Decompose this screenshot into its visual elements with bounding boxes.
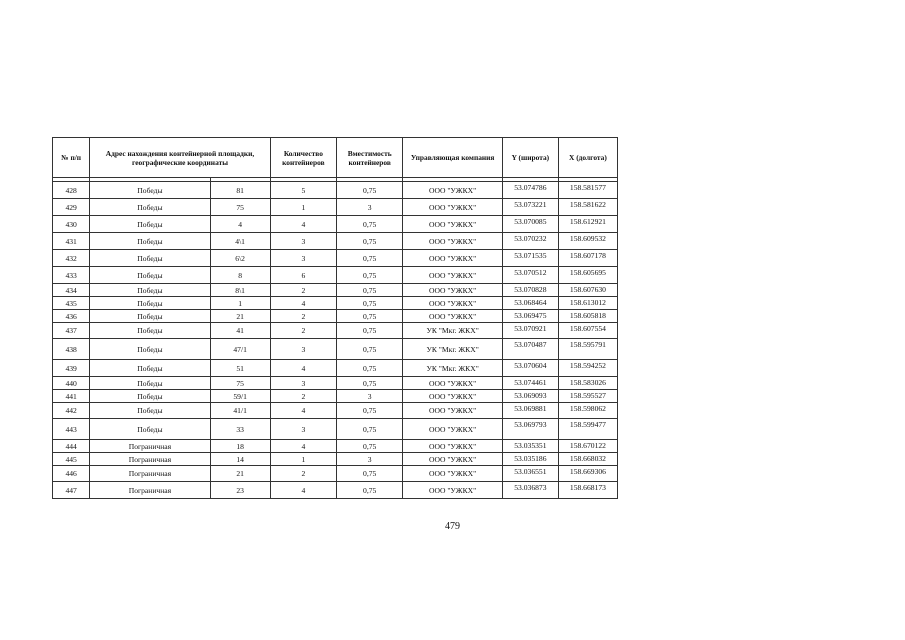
house-number-cell: 8\1: [210, 284, 270, 297]
container-count-cell: 5: [270, 182, 336, 199]
latitude-cell: 53.069475: [502, 310, 558, 323]
management-company-cell: ООО "УЖКХ": [403, 267, 503, 284]
page-number: 479: [445, 521, 460, 532]
house-number-cell: 51: [210, 360, 270, 377]
street-name-cell: Победы: [90, 216, 210, 233]
container-capacity-cell: 0,75: [337, 216, 403, 233]
table-header-row: [53, 138, 618, 178]
longitude-cell: 158.668032: [558, 453, 617, 466]
table-row: [53, 466, 618, 482]
house-number-cell: 33: [210, 419, 270, 440]
container-capacity-cell: 0,75: [337, 482, 403, 499]
latitude-cell: 53.070512: [502, 267, 558, 284]
table-row: [53, 323, 618, 339]
management-company-cell: ООО "УЖКХ": [403, 390, 503, 403]
container-capacity-cell: 0,75: [337, 297, 403, 310]
row-number-cell: 443: [53, 419, 90, 440]
house-number-cell: 6\2: [210, 250, 270, 267]
street-name-cell: Победы: [90, 360, 210, 377]
latitude-cell: 53.070487: [502, 339, 558, 360]
house-number-cell: 8: [210, 267, 270, 284]
latitude-cell: 53.035186: [502, 453, 558, 466]
longitude-cell: 158.612921: [558, 216, 617, 233]
management-company-cell: ООО "УЖКХ": [403, 482, 503, 499]
container-count-cell: 2: [270, 323, 336, 339]
street-name-cell: Победы: [90, 310, 210, 323]
container-capacity-cell: 0,75: [337, 440, 403, 453]
container-count-cell: 4: [270, 297, 336, 310]
house-number-cell: 21: [210, 466, 270, 482]
street-name-cell: Победы: [90, 339, 210, 360]
container-capacity-cell: 3: [337, 199, 403, 216]
management-company-cell: ООО "УЖКХ": [403, 250, 503, 267]
house-number-cell: 47/1: [210, 339, 270, 360]
longitude-cell: 158.607554: [558, 323, 617, 339]
street-name-cell: Победы: [90, 377, 210, 390]
longitude-cell: 158.595527: [558, 390, 617, 403]
management-company-cell: ООО "УЖКХ": [403, 419, 503, 440]
container-count-cell: 4: [270, 360, 336, 377]
container-capacity-cell: 0,75: [337, 377, 403, 390]
longitude-cell: 158.607178: [558, 250, 617, 267]
street-name-cell: Победы: [90, 297, 210, 310]
container-capacity-cell: 0,75: [337, 466, 403, 482]
row-number-cell: 431: [53, 233, 90, 250]
row-number-cell: 429: [53, 199, 90, 216]
header-container-capacity: Вместимость контейнеров: [337, 138, 403, 178]
container-capacity-cell: 3: [337, 390, 403, 403]
latitude-cell: 53.070604: [502, 360, 558, 377]
longitude-cell: 158.613012: [558, 297, 617, 310]
container-count-cell: 3: [270, 250, 336, 267]
row-number-cell: 441: [53, 390, 90, 403]
longitude-cell: 158.605818: [558, 310, 617, 323]
table-row: [53, 482, 618, 499]
row-number-cell: 444: [53, 440, 90, 453]
container-count-cell: 4: [270, 482, 336, 499]
container-count-cell: 4: [270, 403, 336, 419]
container-capacity-cell: 0,75: [337, 360, 403, 377]
table-row: [53, 250, 618, 267]
table-row: [53, 297, 618, 310]
header-longitude: X (долгота): [558, 138, 617, 178]
row-number-cell: 428: [53, 182, 90, 199]
longitude-cell: 158.605695: [558, 267, 617, 284]
house-number-cell: 41: [210, 323, 270, 339]
latitude-cell: 53.069881: [502, 403, 558, 419]
container-capacity-cell: 0,75: [337, 323, 403, 339]
house-number-cell: 75: [210, 199, 270, 216]
header-number: № п/п: [53, 138, 90, 178]
container-capacity-cell: 0,75: [337, 419, 403, 440]
management-company-cell: ООО "УЖКХ": [403, 297, 503, 310]
container-capacity-cell: 3: [337, 453, 403, 466]
container-count-cell: 3: [270, 377, 336, 390]
row-number-cell: 446: [53, 466, 90, 482]
house-number-cell: 1: [210, 297, 270, 310]
management-company-cell: ООО "УЖКХ": [403, 310, 503, 323]
table-body: [53, 182, 618, 499]
latitude-cell: 53.035351: [502, 440, 558, 453]
street-name-cell: Победы: [90, 182, 210, 199]
street-name-cell: Пограничная: [90, 453, 210, 466]
row-number-cell: 439: [53, 360, 90, 377]
table-row: [53, 182, 618, 199]
container-capacity-cell: 0,75: [337, 233, 403, 250]
table-row: [53, 403, 618, 419]
house-number-cell: 18: [210, 440, 270, 453]
management-company-cell: ООО "УЖКХ": [403, 284, 503, 297]
container-capacity-cell: 0,75: [337, 339, 403, 360]
latitude-cell: 53.036551: [502, 466, 558, 482]
street-name-cell: Победы: [90, 419, 210, 440]
house-number-cell: 41/1: [210, 403, 270, 419]
row-number-cell: 435: [53, 297, 90, 310]
row-number-cell: 442: [53, 403, 90, 419]
management-company-cell: ООО "УЖКХ": [403, 182, 503, 199]
container-capacity-cell: 0,75: [337, 284, 403, 297]
house-number-cell: 21: [210, 310, 270, 323]
street-name-cell: Пограничная: [90, 466, 210, 482]
latitude-cell: 53.069093: [502, 390, 558, 403]
management-company-cell: УК "Мкг. ЖКХ": [403, 360, 503, 377]
management-company-cell: ООО "УЖКХ": [403, 199, 503, 216]
container-count-cell: 4: [270, 440, 336, 453]
house-number-cell: 4\1: [210, 233, 270, 250]
latitude-cell: 53.074461: [502, 377, 558, 390]
latitude-cell: 53.070085: [502, 216, 558, 233]
latitude-cell: 53.070921: [502, 323, 558, 339]
container-capacity-cell: 0,75: [337, 182, 403, 199]
street-name-cell: Пограничная: [90, 440, 210, 453]
street-name-cell: Победы: [90, 267, 210, 284]
management-company-cell: ООО "УЖКХ": [403, 403, 503, 419]
latitude-cell: 53.073221: [502, 199, 558, 216]
container-count-cell: 2: [270, 390, 336, 403]
table-row: [53, 339, 618, 360]
latitude-cell: 53.071535: [502, 250, 558, 267]
longitude-cell: 158.581577: [558, 182, 617, 199]
management-company-cell: УК "Мкг. ЖКХ": [403, 339, 503, 360]
container-capacity-cell: 0,75: [337, 250, 403, 267]
longitude-cell: 158.669306: [558, 466, 617, 482]
longitude-cell: 158.668173: [558, 482, 617, 499]
row-number-cell: 433: [53, 267, 90, 284]
table-row: [53, 267, 618, 284]
header-management-company: Управляющая компания: [403, 138, 503, 178]
latitude-cell: 53.068464: [502, 297, 558, 310]
table-row: [53, 284, 618, 297]
longitude-cell: 158.599477: [558, 419, 617, 440]
table-row: [53, 199, 618, 216]
management-company-cell: ООО "УЖКХ": [403, 377, 503, 390]
street-name-cell: Победы: [90, 284, 210, 297]
table-row: [53, 419, 618, 440]
management-company-cell: ООО "УЖКХ": [403, 453, 503, 466]
row-number-cell: 438: [53, 339, 90, 360]
row-number-cell: 432: [53, 250, 90, 267]
latitude-cell: 53.036873: [502, 482, 558, 499]
street-name-cell: Победы: [90, 390, 210, 403]
row-number-cell: 445: [53, 453, 90, 466]
table-row: [53, 360, 618, 377]
table-row: [53, 440, 618, 453]
latitude-cell: 53.074786: [502, 182, 558, 199]
container-count-cell: 3: [270, 339, 336, 360]
row-number-cell: 447: [53, 482, 90, 499]
management-company-cell: УК "Мкг. ЖКХ": [403, 323, 503, 339]
longitude-cell: 158.598062: [558, 403, 617, 419]
house-number-cell: 75: [210, 377, 270, 390]
container-count-cell: 2: [270, 284, 336, 297]
row-number-cell: 437: [53, 323, 90, 339]
container-capacity-cell: 0,75: [337, 267, 403, 284]
latitude-cell: 53.070828: [502, 284, 558, 297]
street-name-cell: Победы: [90, 233, 210, 250]
table-row: [53, 310, 618, 323]
longitude-cell: 158.609532: [558, 233, 617, 250]
longitude-cell: 158.594252: [558, 360, 617, 377]
street-name-cell: Победы: [90, 199, 210, 216]
longitude-cell: 158.581622: [558, 199, 617, 216]
container-count-cell: 1: [270, 453, 336, 466]
container-capacity-cell: 0,75: [337, 310, 403, 323]
row-number-cell: 434: [53, 284, 90, 297]
container-sites-table: [52, 137, 618, 499]
street-name-cell: Победы: [90, 250, 210, 267]
header-latitude: Y (широта): [502, 138, 558, 178]
street-name-cell: Победы: [90, 323, 210, 339]
container-count-cell: 4: [270, 216, 336, 233]
container-count-cell: 6: [270, 267, 336, 284]
table-row: [53, 453, 618, 466]
row-number-cell: 436: [53, 310, 90, 323]
row-number-cell: 440: [53, 377, 90, 390]
house-number-cell: 4: [210, 216, 270, 233]
longitude-cell: 158.670122: [558, 440, 617, 453]
house-number-cell: 23: [210, 482, 270, 499]
container-count-cell: 3: [270, 233, 336, 250]
table-row: [53, 390, 618, 403]
longitude-cell: 158.583026: [558, 377, 617, 390]
table-row: [53, 233, 618, 250]
header-container-count: Количество контейнеров: [270, 138, 336, 178]
management-company-cell: ООО "УЖКХ": [403, 216, 503, 233]
longitude-cell: 158.595791: [558, 339, 617, 360]
table-row: [53, 377, 618, 390]
management-company-cell: ООО "УЖКХ": [403, 233, 503, 250]
house-number-cell: 81: [210, 182, 270, 199]
container-count-cell: 3: [270, 419, 336, 440]
container-count-cell: 2: [270, 466, 336, 482]
street-name-cell: Победы: [90, 403, 210, 419]
management-company-cell: ООО "УЖКХ": [403, 466, 503, 482]
house-number-cell: 59/1: [210, 390, 270, 403]
house-number-cell: 14: [210, 453, 270, 466]
table-row: [53, 216, 618, 233]
longitude-cell: 158.607630: [558, 284, 617, 297]
latitude-cell: 53.070232: [502, 233, 558, 250]
container-count-cell: 2: [270, 310, 336, 323]
header-address: Адрес нахождения контейнерной площадки, географические координаты: [90, 138, 270, 178]
street-name-cell: Пограничная: [90, 482, 210, 499]
container-count-cell: 1: [270, 199, 336, 216]
latitude-cell: 53.069793: [502, 419, 558, 440]
management-company-cell: ООО "УЖКХ": [403, 440, 503, 453]
row-number-cell: 430: [53, 216, 90, 233]
container-capacity-cell: 0,75: [337, 403, 403, 419]
